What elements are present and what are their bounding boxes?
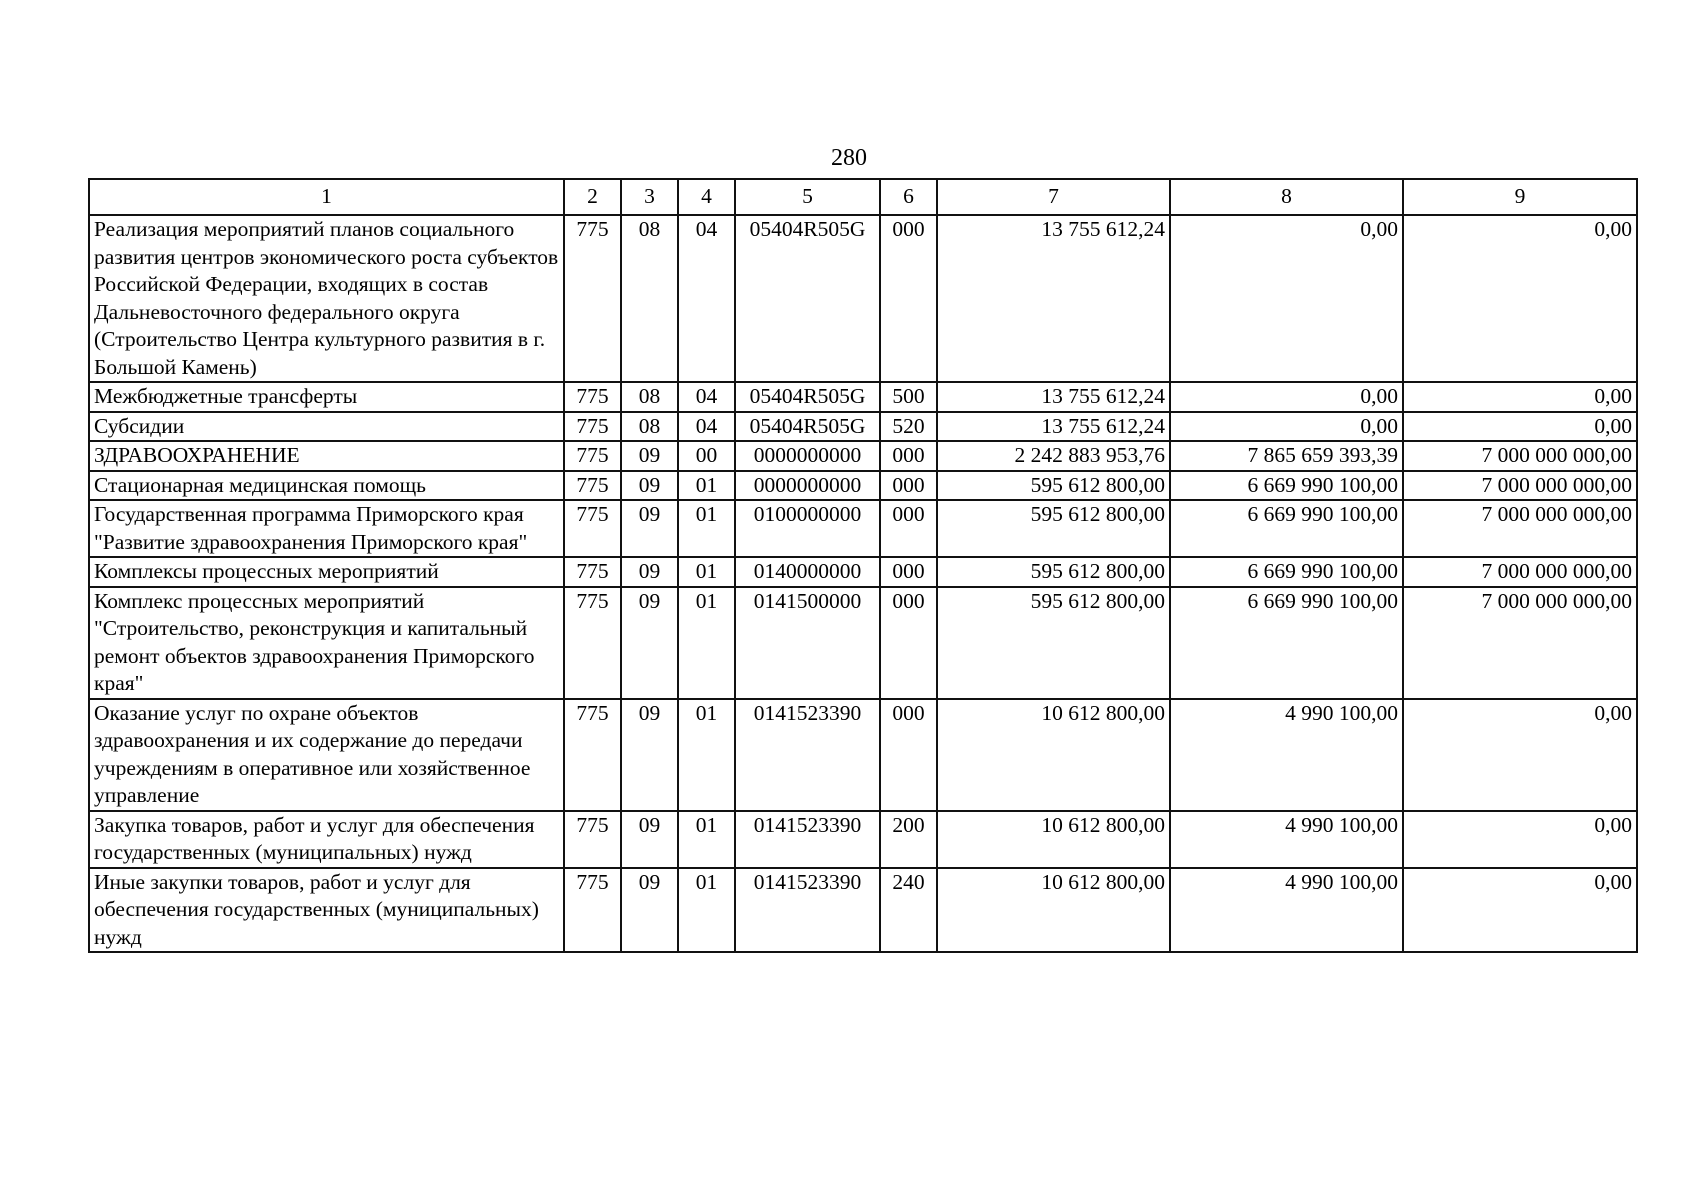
row-section: 08	[621, 215, 678, 382]
row-section: 09	[621, 441, 678, 471]
row-amount-col8: 0,00	[1170, 412, 1403, 442]
row-amount-col7: 595 612 800,00	[937, 587, 1170, 699]
row-expense-type: 000	[880, 557, 937, 587]
row-target-article: 0100000000	[735, 500, 880, 557]
row-amount-col7: 595 612 800,00	[937, 557, 1170, 587]
row-target-article: 05404R505G	[735, 215, 880, 382]
table-row	[89, 215, 1637, 382]
row-expense-type: 000	[880, 500, 937, 557]
row-subsection: 01	[678, 557, 735, 587]
row-section: 09	[621, 557, 678, 587]
row-amount-col8: 7 865 659 393,39	[1170, 441, 1403, 471]
row-section: 09	[621, 811, 678, 868]
row-amount-col7: 2 242 883 953,76	[937, 441, 1170, 471]
header-col-9: 9	[1403, 179, 1637, 215]
header-col-3: 3	[621, 179, 678, 215]
row-admin-code: 775	[564, 699, 621, 811]
row-subsection: 04	[678, 215, 735, 382]
row-subsection: 01	[678, 587, 735, 699]
header-col-2: 2	[564, 179, 621, 215]
row-amount-col8: 4 990 100,00	[1170, 868, 1403, 953]
row-target-article: 05404R505G	[735, 412, 880, 442]
row-admin-code: 775	[564, 557, 621, 587]
budget-table	[88, 178, 1638, 953]
row-name: Реализация мероприятий планов социального развития центров экономического роста субъектов Российской Федерации, входящих в состав Дальневосточного федерального округа (Строительство Центра культурного развития в г. Большой Камень)	[89, 215, 564, 382]
row-expense-type: 240	[880, 868, 937, 953]
row-target-article: 0141523390	[735, 868, 880, 953]
header-col-8: 8	[1170, 179, 1403, 215]
table-row	[89, 500, 1637, 557]
row-amount-col9: 0,00	[1403, 412, 1637, 442]
row-amount-col7: 10 612 800,00	[937, 868, 1170, 953]
row-amount-col8: 4 990 100,00	[1170, 699, 1403, 811]
row-section: 08	[621, 382, 678, 412]
row-name: Иные закупки товаров, работ и услуг для обеспечения государственных (муниципальных) нужд	[89, 868, 564, 953]
row-amount-col8: 6 669 990 100,00	[1170, 471, 1403, 501]
row-target-article: 0141523390	[735, 699, 880, 811]
row-amount-col9: 0,00	[1403, 382, 1637, 412]
row-section: 09	[621, 587, 678, 699]
row-amount-col9: 0,00	[1403, 868, 1637, 953]
row-expense-type: 000	[880, 587, 937, 699]
row-name: ЗДРАВООХРАНЕНИЕ	[89, 441, 564, 471]
row-amount-col7: 13 755 612,24	[937, 382, 1170, 412]
row-name: Государственная программа Приморского края "Развитие здравоохранения Приморского края"	[89, 500, 564, 557]
row-section: 09	[621, 500, 678, 557]
row-amount-col9: 0,00	[1403, 699, 1637, 811]
row-name: Закупка товаров, работ и услуг для обеспечения государственных (муниципальных) нужд	[89, 811, 564, 868]
row-admin-code: 775	[564, 382, 621, 412]
row-name: Оказание услуг по охране объектов здравоохранения и их содержание до передачи учреждениям в оперативное или хозяйственное управление	[89, 699, 564, 811]
row-subsection: 04	[678, 412, 735, 442]
header-row	[89, 179, 1637, 215]
header-col-1: 1	[89, 179, 564, 215]
row-subsection: 04	[678, 382, 735, 412]
row-amount-col9: 7 000 000 000,00	[1403, 471, 1637, 501]
row-section: 09	[621, 699, 678, 811]
row-admin-code: 775	[564, 811, 621, 868]
row-expense-type: 520	[880, 412, 937, 442]
row-expense-type: 000	[880, 215, 937, 382]
table-row	[89, 699, 1637, 811]
row-section: 09	[621, 868, 678, 953]
row-target-article: 05404R505G	[735, 382, 880, 412]
row-target-article: 0140000000	[735, 557, 880, 587]
row-admin-code: 775	[564, 471, 621, 501]
header-col-7: 7	[937, 179, 1170, 215]
row-expense-type: 200	[880, 811, 937, 868]
row-amount-col9: 7 000 000 000,00	[1403, 557, 1637, 587]
row-amount-col7: 13 755 612,24	[937, 215, 1170, 382]
row-expense-type: 000	[880, 441, 937, 471]
row-amount-col9: 7 000 000 000,00	[1403, 587, 1637, 699]
row-amount-col7: 13 755 612,24	[937, 412, 1170, 442]
header-col-4: 4	[678, 179, 735, 215]
row-expense-type: 000	[880, 699, 937, 811]
row-section: 08	[621, 412, 678, 442]
row-amount-col8: 6 669 990 100,00	[1170, 587, 1403, 699]
row-name: Субсидии	[89, 412, 564, 442]
row-expense-type: 000	[880, 471, 937, 501]
row-admin-code: 775	[564, 215, 621, 382]
row-subsection: 01	[678, 500, 735, 557]
row-name: Стационарная медицинская помощь	[89, 471, 564, 501]
table-row	[89, 441, 1637, 471]
row-subsection: 01	[678, 868, 735, 953]
row-amount-col8: 0,00	[1170, 215, 1403, 382]
row-subsection: 01	[678, 471, 735, 501]
row-amount-col7: 595 612 800,00	[937, 471, 1170, 501]
row-amount-col9: 7 000 000 000,00	[1403, 441, 1637, 471]
row-subsection: 00	[678, 441, 735, 471]
table-row	[89, 811, 1637, 868]
row-subsection: 01	[678, 811, 735, 868]
header-col-5: 5	[735, 179, 880, 215]
row-subsection: 01	[678, 699, 735, 811]
row-amount-col9: 0,00	[1403, 811, 1637, 868]
row-target-article: 0141500000	[735, 587, 880, 699]
table-row	[89, 557, 1637, 587]
row-amount-col8: 4 990 100,00	[1170, 811, 1403, 868]
row-amount-col9: 0,00	[1403, 215, 1637, 382]
row-name: Комплексы процессных мероприятий	[89, 557, 564, 587]
row-name: Комплекс процессных мероприятий "Строительство, реконструкция и капитальный ремонт объектов здравоохранения Приморского края"	[89, 587, 564, 699]
row-amount-col9: 7 000 000 000,00	[1403, 500, 1637, 557]
table-row	[89, 382, 1637, 412]
row-amount-col7: 10 612 800,00	[937, 811, 1170, 868]
header-col-6: 6	[880, 179, 937, 215]
row-admin-code: 775	[564, 500, 621, 557]
row-name: Межбюджетные трансферты	[89, 382, 564, 412]
table-row	[89, 471, 1637, 501]
row-amount-col8: 6 669 990 100,00	[1170, 500, 1403, 557]
row-admin-code: 775	[564, 868, 621, 953]
row-admin-code: 775	[564, 441, 621, 471]
row-section: 09	[621, 471, 678, 501]
table-row	[89, 587, 1637, 699]
page-number: 280	[831, 145, 867, 171]
row-admin-code: 775	[564, 412, 621, 442]
row-amount-col8: 0,00	[1170, 382, 1403, 412]
row-target-article: 0000000000	[735, 471, 880, 501]
row-amount-col7: 595 612 800,00	[937, 500, 1170, 557]
row-target-article: 0141523390	[735, 811, 880, 868]
row-amount-col8: 6 669 990 100,00	[1170, 557, 1403, 587]
row-admin-code: 775	[564, 587, 621, 699]
table-row	[89, 412, 1637, 442]
row-expense-type: 500	[880, 382, 937, 412]
row-amount-col7: 10 612 800,00	[937, 699, 1170, 811]
row-target-article: 0000000000	[735, 441, 880, 471]
table-row	[89, 868, 1637, 953]
